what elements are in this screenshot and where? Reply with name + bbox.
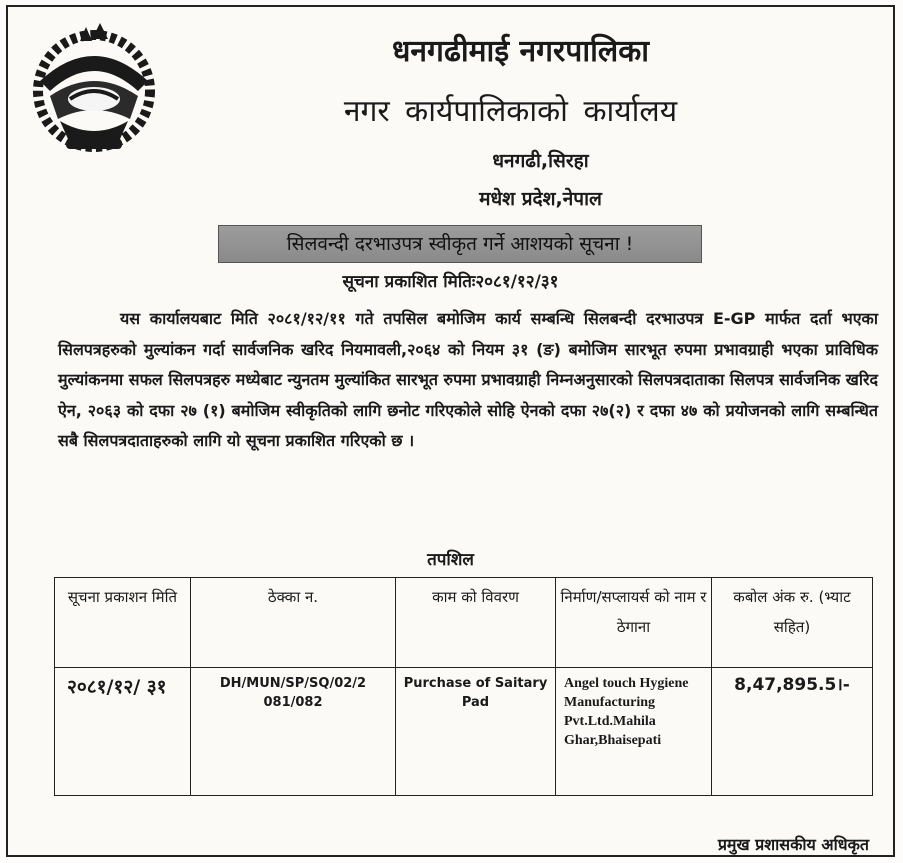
cell-date: २०८१/१२/ ३१ (55, 668, 191, 796)
table-header-row (55, 578, 873, 668)
province-line: मधेश प्रदेश,नेपाल (479, 188, 602, 210)
header-bid-amount: कबोल अंक रु. (भ्याट सहित) (712, 578, 873, 668)
cell-work: Purchase of Saitary Pad (396, 668, 556, 796)
header-work-description: काम को विवरण (396, 578, 556, 668)
details-table (54, 577, 873, 796)
header-vendor: निर्माण/सप्लायर्स को नाम र ठेगाना (556, 578, 712, 668)
cell-contract-no: DH/MUN/SP/SQ/02/2 081/082 (191, 668, 396, 796)
municipality-title: धनगढीमाई नगरपालिका (391, 34, 650, 69)
header-publish-date: सूचना प्रकाशन मिति (55, 578, 191, 668)
table-row (55, 668, 873, 796)
office-title: नगर कार्यपालिकाको कार्यालय (343, 94, 678, 129)
signature-line: प्रमुख प्रशासकीय अधिकृत (717, 835, 869, 854)
notice-body-paragraph: यस कार्यालयबाट मिति २०८१/१२/११ गते तपसिल बमोजिम कार्य सम्बन्धि सिलबन्दी दरभाउपत्र E-GP मार्फत दर्ता भएका सिलपत्रहरुको मुल्यांकन गर्दा सार्वजनिक खरिद नियमावली,२०६४ को नियम ३१ (ङ) बमोजिम सारभूत रुपमा प्रभावग्राही भएका प्राविधिक मुल्यांकनमा सफल सिलपत्रहरु मध्येबाट न्युनतम मुल्यांकित सारभूत रुपमा प्रभावग्राही निम्नअनुसारको सिलपत्रदाताका सिलपत्र सार्वजनिक खरिद ऐन, २०६३ को दफा २७ (१) बमोजिम स्वीकृतिको लागि छनोट गरिएकोले सोहि ऐनको दफा २७(२) र दफा ४७ को प्रयोजनको लागि सम्बन्धित सबै सिलपत्रदाताहरुको लागि यो सूचना प्रकाशित गरिएको छ । (58, 309, 878, 451)
header-contract-no: ठेक्का न. (191, 578, 396, 668)
table-heading: तपशिल (427, 550, 474, 570)
notice-document (6, 5, 895, 857)
address-line: धनगढी,सिरहा (492, 150, 589, 172)
cell-amount: 8,47,895.5।- (712, 668, 873, 796)
notice-title-banner: सिलवन्दी दरभाउपत्र स्वीकृत गर्ने आशयको सूचना ! (218, 225, 702, 263)
publish-date-line: सूचना प्रकाशित मितिः२०८१/१२/३१ (342, 272, 559, 292)
cell-vendor: Angel touch Hygiene Manufacturing Pvt.Ltd.Mahila Ghar,Bhaisepati (556, 668, 712, 796)
